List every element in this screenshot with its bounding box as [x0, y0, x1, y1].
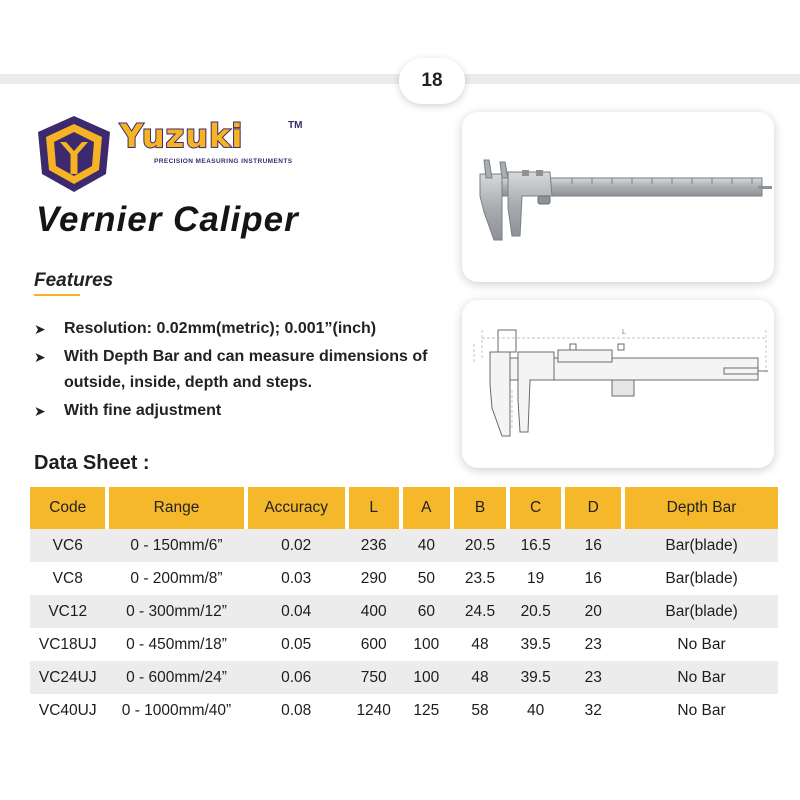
- page-number: 18: [421, 70, 443, 91]
- table-row: [30, 562, 778, 595]
- table-cell: 23: [584, 668, 602, 686]
- table-cell: 16.5: [520, 536, 551, 554]
- table-row: [30, 529, 778, 562]
- table-cell: VC6: [52, 536, 83, 554]
- table-cell: 750: [360, 668, 387, 686]
- table-body: [30, 529, 778, 727]
- table-cell: Bar(blade): [665, 569, 738, 587]
- table-cell: VC8: [52, 569, 83, 587]
- column-header: C: [510, 487, 562, 529]
- table-cell: 60: [417, 602, 435, 620]
- brand-tagline: PRECISION MEASURING INSTRUMENTS: [154, 158, 293, 165]
- table-cell: 290: [360, 569, 387, 587]
- table-cell: No Bar: [677, 635, 726, 653]
- features-list: [34, 316, 454, 424]
- page-number-badge: [399, 58, 465, 104]
- table-cell: No Bar: [677, 701, 726, 719]
- table-cell: 16: [584, 536, 602, 554]
- features-heading: Features: [34, 270, 114, 291]
- table-cell: 236: [360, 536, 387, 554]
- table-cell: 0.08: [281, 701, 312, 719]
- yuzuki-logo-icon: [36, 114, 112, 194]
- table-cell: 40: [417, 536, 435, 554]
- column-header: B: [454, 487, 506, 529]
- table-cell: 100: [413, 635, 440, 653]
- table-cell: 50: [417, 569, 435, 587]
- svg-text:L: L: [622, 329, 626, 336]
- arrow-bullet-icon: ➤: [34, 349, 46, 365]
- table-cell: No Bar: [677, 668, 726, 686]
- column-header: Code: [30, 487, 105, 529]
- table-cell: 600: [360, 635, 387, 653]
- feature-item: ➤ With Depth Bar and can measure dimensions of outside, inside, depth and steps.: [34, 344, 454, 396]
- table-cell: 0.05: [281, 635, 312, 653]
- product-title: Vernier Caliper: [36, 200, 299, 239]
- table-cell: 1240: [356, 701, 391, 719]
- table-cell: 100: [413, 668, 440, 686]
- features-underline: [34, 294, 80, 296]
- table-cell: 23.5: [464, 569, 496, 587]
- dimension-drawing-card: [462, 300, 774, 468]
- table-cell: VC12: [48, 602, 88, 620]
- table-cell: 16: [584, 569, 602, 587]
- product-photo-card: [462, 112, 774, 282]
- table-row: [30, 661, 778, 694]
- caliper-photo-icon: [462, 112, 774, 282]
- table-cell: 39.5: [520, 668, 551, 686]
- table-row: [30, 628, 778, 661]
- table-cell: VC40UJ: [38, 701, 97, 719]
- table-cell: 125: [413, 701, 440, 719]
- trademark-mark: TM: [288, 120, 303, 131]
- table-cell: 23: [584, 635, 602, 653]
- table-cell: 20.5: [520, 602, 551, 620]
- column-header: Range: [109, 487, 243, 529]
- feature-item: ➤ With fine adjustment: [34, 398, 454, 424]
- table-cell: 0.06: [281, 668, 312, 686]
- brand-block: [120, 117, 303, 165]
- table-cell: 20: [584, 602, 602, 620]
- column-header: L: [349, 487, 399, 529]
- arrow-bullet-icon: ➤: [34, 403, 46, 419]
- table-header-row: [30, 487, 778, 529]
- datasheet-table: [30, 487, 778, 727]
- brand-name: Yuzuki: [120, 117, 244, 155]
- arrow-bullet-icon: ➤: [34, 321, 46, 337]
- column-header: Depth Bar: [625, 487, 778, 529]
- table-cell: 58: [471, 701, 489, 719]
- table-cell: Bar(blade): [665, 602, 738, 620]
- table-cell: 0 - 300mm/12”: [126, 602, 227, 620]
- table-cell: 39.5: [520, 635, 551, 653]
- table-cell: 0 - 450mm/18”: [126, 635, 227, 653]
- table-row: [30, 595, 778, 628]
- table-cell: 0.04: [281, 602, 312, 620]
- table-cell: 0 - 150mm/6”: [130, 536, 223, 554]
- column-header: A: [403, 487, 451, 529]
- table-row: [30, 694, 778, 727]
- table-cell: 32: [584, 701, 602, 719]
- table-cell: VC24UJ: [38, 668, 97, 686]
- table-cell: 48: [471, 635, 489, 653]
- table-cell: 0 - 1000mm/40”: [121, 701, 232, 719]
- caliper-drawing-icon: [462, 300, 774, 468]
- table-cell: 0.02: [281, 536, 312, 554]
- table-cell: Bar(blade): [665, 536, 738, 554]
- datasheet-title: Data Sheet :: [34, 452, 150, 474]
- table-cell: 19: [527, 569, 545, 587]
- table-cell: 40: [527, 701, 545, 719]
- table-cell: 0 - 600mm/24”: [126, 668, 227, 686]
- table-cell: 0.03: [281, 569, 312, 587]
- header-band: [0, 0, 800, 82]
- table-cell: 400: [360, 602, 387, 620]
- table-cell: VC18UJ: [38, 635, 97, 653]
- table-cell: 24.5: [464, 602, 496, 620]
- table-cell: 20.5: [464, 536, 496, 554]
- column-header: D: [565, 487, 621, 529]
- table-cell: 48: [471, 668, 489, 686]
- table-cell: 0 - 200mm/8”: [130, 569, 223, 587]
- feature-item: ➤ Resolution: 0.02mm(metric); 0.001”(inch): [34, 316, 454, 342]
- column-header: Accuracy: [248, 487, 345, 529]
